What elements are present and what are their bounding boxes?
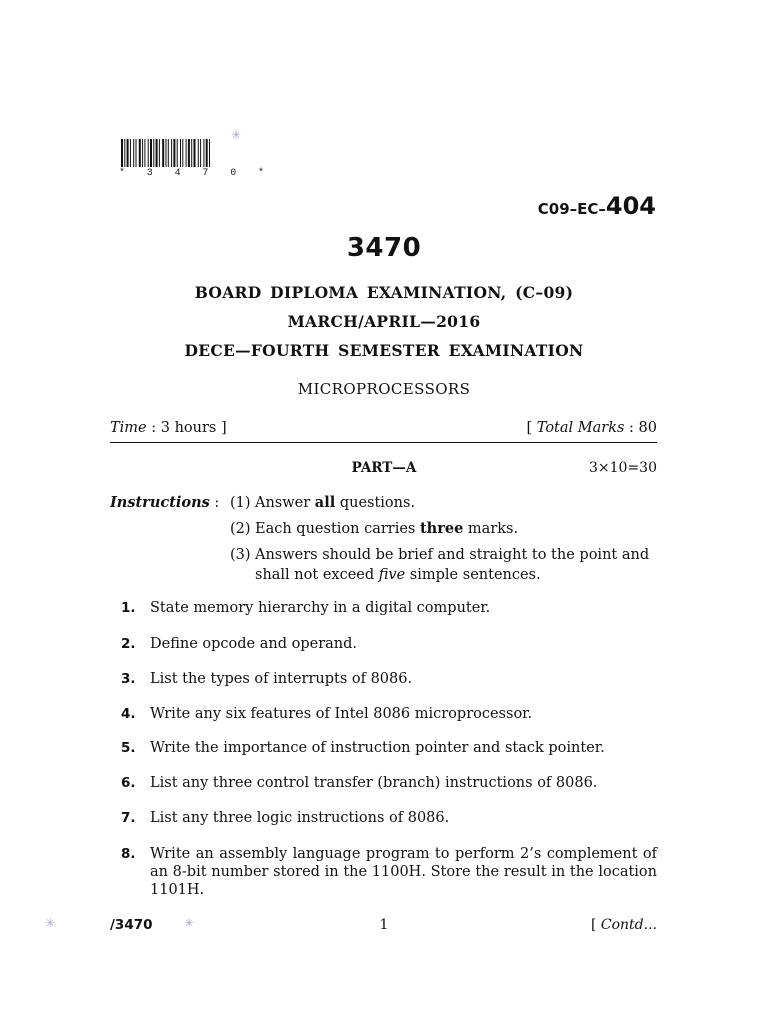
footer-paper-code: /3470: [110, 917, 153, 933]
time-info: [110, 420, 227, 436]
question-number: 6.: [121, 775, 136, 791]
header-divider: [110, 442, 657, 443]
total-marks-info: [527, 420, 658, 436]
instruction-text: [255, 493, 657, 513]
question-item: [110, 774, 657, 792]
exam-title: BOARD DIPLOMA EXAMINATION, (C–09): [194, 283, 574, 302]
paper-code: [538, 192, 656, 220]
instruction-number: (2): [230, 521, 251, 537]
barcode-digit: 3: [146, 168, 153, 179]
question-text: Write the importance of instruction pointer and stack pointer.: [150, 740, 605, 756]
exam-session: MARCH/APRIL—2016: [287, 312, 481, 331]
star-icon: ✳: [45, 916, 56, 930]
continued-text: Contd...: [600, 917, 657, 933]
question-number: 1.: [121, 600, 136, 616]
question-text: Write an assembly language program to perform 2’s complement of an 8-bit number stored in the 1100H. Store the result in the location 1101H.: [150, 846, 657, 898]
question-item: [110, 705, 657, 723]
instruction-number: (1): [230, 495, 251, 511]
question-text: Write any six features of Intel 8086 microprocessor.: [150, 706, 533, 722]
continued-bracket: [: [590, 917, 601, 933]
question-item: [110, 670, 657, 688]
instruction-text-part: Each question carries: [255, 521, 420, 537]
question-text: List any three control transfer (branch) instructions of 8086.: [150, 775, 598, 791]
instruction-text-part: Answer: [255, 495, 315, 511]
question-number: 7.: [121, 810, 136, 826]
barcode-digit: 7: [202, 168, 209, 179]
instruction-item: [230, 519, 657, 539]
instructions-label-text: Instructions: [110, 494, 210, 511]
question-text: Define opcode and operand.: [150, 636, 358, 652]
instruction-emphasis: five: [378, 567, 406, 583]
barcode-digit: *: [257, 168, 264, 179]
instructions-colon: :: [209, 495, 220, 511]
question-item: [110, 635, 657, 653]
instruction-text-part: questions.: [335, 495, 416, 511]
paper-number: 3470: [346, 233, 422, 263]
time-value: : 3 hours ]: [151, 420, 227, 436]
barcode-digit: 4: [174, 168, 181, 179]
question-text: List any three logic instructions of 8086.: [150, 810, 450, 826]
barcode-digit: *: [119, 168, 126, 179]
question-number: 8.: [121, 846, 136, 862]
subject-title: MICROPROCESSORS: [297, 380, 471, 398]
exam-semester: DECE—FOURTH SEMESTER EXAMINATION: [184, 341, 584, 360]
instruction-text-part: simple sentences.: [405, 567, 541, 583]
instruction-text: [255, 519, 657, 539]
time-label: Time: [110, 420, 147, 436]
instruction-item: [230, 493, 657, 513]
question-item: [110, 845, 657, 899]
part-marks: 3×10=30: [589, 460, 657, 476]
question-number: 5.: [121, 740, 136, 756]
marks-label: Total Marks: [536, 420, 625, 436]
instruction-text-part: Answers should be brief and straight to the point and shall not exceed: [255, 547, 650, 583]
part-title: PART—A: [351, 460, 417, 476]
question-item: [110, 739, 657, 757]
paper-code-prefix: C09–EC–: [537, 200, 606, 218]
barcode: [121, 139, 261, 167]
page-number: 1: [379, 917, 389, 933]
question-item: [110, 599, 657, 617]
star-icon: ✳: [231, 128, 242, 142]
question-item: [110, 809, 657, 827]
question-number: 3.: [121, 671, 136, 687]
question-number: 4.: [121, 706, 136, 722]
continued-note: [591, 917, 657, 933]
question-number: 2.: [121, 636, 136, 652]
instruction-number: (3): [230, 547, 251, 563]
marks-bracket: [: [526, 420, 533, 436]
instructions-label: [110, 494, 219, 511]
barcode-digits: [119, 168, 264, 179]
instruction-item: [230, 545, 657, 585]
paper-code-number: 404: [605, 192, 656, 220]
question-text: State memory hierarchy in a digital computer.: [150, 600, 491, 616]
barcode-digit: 0: [230, 168, 237, 179]
instruction-emphasis: three: [419, 520, 464, 537]
question-text: List the types of interrupts of 8086.: [150, 671, 413, 687]
marks-value: : 80: [629, 420, 657, 436]
instruction-text: [255, 545, 657, 585]
instruction-text-part: marks.: [463, 521, 519, 537]
instruction-emphasis: all: [314, 494, 336, 511]
star-icon: ✳: [184, 916, 195, 930]
